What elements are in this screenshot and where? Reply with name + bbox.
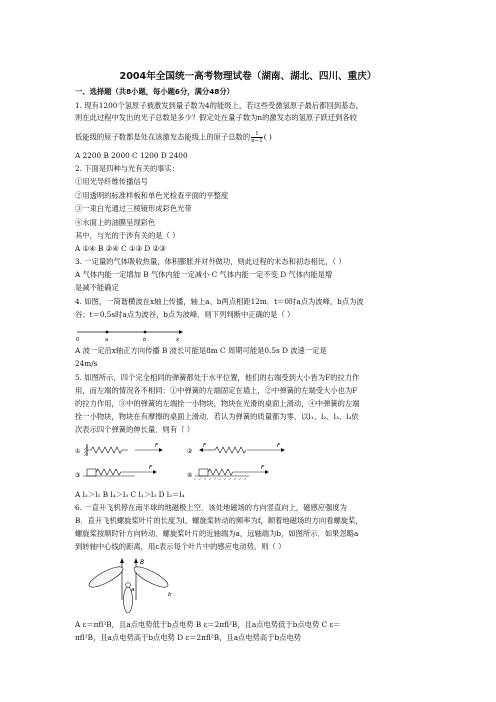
q2-item-1: ①用光导纤维传播信号	[75, 177, 148, 186]
q6-line-4: 到转轴中心线的距离，用ε表示每个叶片中的感应电动势，则（ ）	[75, 542, 286, 551]
q5-options: A l₂＞l₁ B l₄＞l₃ C l₁＞l₃ D l₂＝l₄	[75, 490, 185, 499]
q5-line-5: 次表示四个弹簧的伸长量．则有（ ）	[75, 425, 195, 434]
q5-spring-2	[187, 443, 285, 455]
q5-coil-4	[208, 469, 237, 475]
q1-line-2: 则在此过程中发出的光子总数是多少？假定处在量子数为n的激发态的氢原子跃迁到各较	[75, 113, 357, 122]
q5-arrow-4	[265, 470, 269, 474]
q4-options-2: 24m/s	[75, 359, 98, 368]
q3-line-1: 3. 一定量的气体吸收热量，体积膨胀并对外做功，则此过程的末态和初态相比，（ ）	[75, 257, 346, 266]
q5-label-1: ①	[75, 448, 81, 455]
q4-options-1: A 波一定沿x轴正方向传播 B 波长可能是8m C 周期可能是0.5s D 波速一定是	[75, 346, 327, 355]
q4-origin-label: 0	[76, 337, 80, 343]
q5-label-2: ②	[187, 448, 193, 455]
q5-f-label-1: F	[155, 443, 159, 449]
q5-coil-2	[215, 447, 246, 453]
q5-spring-4	[187, 465, 269, 480]
q6-hub	[126, 583, 131, 588]
q6-options-2: πfl²B，且a点电势高于b点电势 D ε＝2πfl²B，且a点电势高于b点电势	[75, 633, 302, 642]
q5-label-4: ④	[187, 472, 193, 479]
q1-line-1: 1. 现有1200个氢原子被激发到量子数为4的能级上，若这些受激氢原子最后都回到基态，	[75, 101, 363, 110]
q6-propeller-figure	[88, 556, 178, 618]
q5-line-2: 用，而左端的情况各不相同：①中弹簧的左端固定在墙上，②中弹簧的左端受大小也为F	[75, 386, 358, 395]
q4-line-2: 谷；t＝0.5s时a点为波谷，b点为波峰．则下列判断中正确的是（ ）	[75, 310, 295, 319]
q1-fraction-num: 1	[255, 131, 259, 137]
q5-coil-1	[87, 447, 128, 453]
q6-line-3: 螺旋桨按顺时针方向转动．螺旋桨叶片的近轴端为a，远轴端为b，如图所示．如果忽略a	[75, 529, 359, 538]
q5-coil-3	[96, 469, 125, 475]
q1-fraction	[251, 131, 263, 144]
q3-line-3: 是减不能确定	[75, 283, 119, 292]
q6-options-1: A ε＝πfl²B，且a点电势低于b点电势 B ε＝2πfl²B，且a点电势低于b点电势 C ε＝	[75, 620, 341, 629]
q1-line-3-tail: ( )	[263, 132, 272, 142]
q5-label-3: ③	[75, 472, 81, 479]
q5-arrow-2r	[281, 448, 285, 452]
q6-a-label: a	[131, 587, 135, 593]
q6-blade-left	[88, 563, 125, 591]
q3-line-2: A 气体内能一定增加 B 气体内能一定减小 C 气体内能一定不变 D 气体内能是增	[75, 270, 333, 279]
q1-fraction-den: n−1	[251, 138, 263, 144]
q6-b-arrow-1	[120, 558, 124, 563]
q5-rough-surface	[194, 478, 246, 480]
q4-a-label: a	[105, 337, 109, 343]
q4-x-arrow	[179, 330, 183, 334]
q5-line-1: 5. 如图所示，四个完全相同的弹簧都处于水平位置，他们的右端受到大小皆为F的拉力作	[75, 373, 360, 382]
q1-options: A 2200 B 2000 C 1200 D 2400	[75, 151, 188, 160]
q5-spring-3	[75, 465, 157, 479]
q4-point-b	[144, 331, 147, 334]
q1-line-3	[75, 131, 272, 144]
q5-line-3: 的拉力作用，③中的弹簧的左端拴一小物块，物块在光滑的桌面上滑动，④中弹簧的左端	[75, 399, 360, 408]
q4-b-label: b	[143, 337, 147, 343]
q4-point-a	[106, 331, 109, 334]
q4-x-label: x	[176, 337, 179, 343]
q2-item-3: ③一束白光通过三棱镜形成彩色光带	[75, 204, 192, 213]
q1-line-3-text: 低能级的原子数都是处在该激发态能级上的原子总数的	[75, 132, 251, 142]
q5-arrow-1	[159, 448, 163, 452]
q5-block-4	[199, 469, 208, 476]
q5-f-label-3: F	[149, 465, 153, 471]
q2-line-1: 2. 下面是四种与光有关的事实：	[75, 164, 180, 173]
q4-line-1: 4. 如图，一简谐横波在x轴上传播，轴上a、b两点相距12m．t＝0时a点为波峰，b点为波	[75, 297, 364, 306]
q5-f-label-4: F	[261, 465, 265, 471]
q5-spring-1	[75, 443, 163, 456]
q6-line-1: 6. 一直升飞机停在南半球的地磁极上空．该处地磁场的方向竖直向上，磁感应强度为	[75, 503, 347, 512]
q5-springs-figure	[75, 440, 305, 486]
q6-blade-right	[132, 563, 171, 591]
q6-b-arrow-2	[134, 558, 138, 563]
section-heading: 一、选择题（共8小题，每小题6分，满分48分）	[75, 87, 234, 96]
q2-options: A ①④ B ②④ C ①③ D ②③	[75, 244, 166, 253]
q6-line-2: B．直升飞机螺旋桨叶片的长度为l，螺旋桨转动的频率为f，顺着地磁场的方向看螺旋桨，	[75, 516, 363, 525]
page-title: 2004年全国统一高考物理试卷（湖南、湖北、四川、重庆）	[119, 71, 377, 82]
q5-arrow-3	[153, 470, 157, 474]
q5-block-3	[87, 469, 96, 476]
q5-f-label-2l: F	[203, 443, 207, 449]
q2-item-2: ②用透明的标准样板和单色光检查平面的平整度	[75, 191, 229, 200]
q6-b-label: B	[140, 559, 145, 566]
q2-item-4: ④水面上的油膜呈现彩色	[75, 218, 156, 227]
q5-line-4: 拴一小物块，物块在有摩擦的桌面上滑动．若认为弹簧的质量都为零，以l₁、l₂、l₃、l₄依	[75, 412, 359, 421]
q5-f-label-2r: F	[277, 443, 281, 449]
q6-b-end-label: b	[168, 592, 172, 598]
q2-line-6: 其中，与光的干涉有关的是（ ）	[75, 231, 180, 240]
q4-axis-figure	[75, 322, 185, 344]
